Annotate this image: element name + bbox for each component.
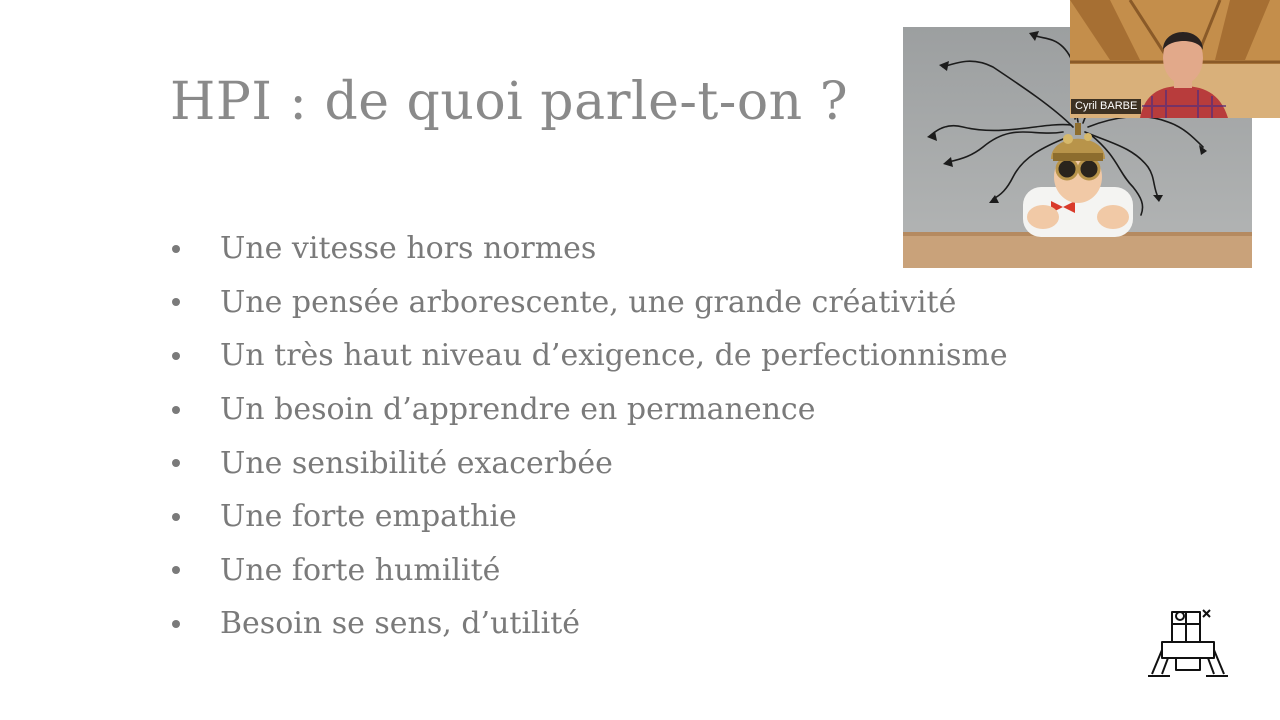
bullet-dot-icon [172, 620, 180, 628]
bullet-item [170, 597, 1008, 651]
bullet-text: Une vitesse hors normes [220, 231, 597, 267]
bullet-item [170, 276, 1008, 330]
bullet-dot-icon [172, 352, 180, 360]
participant-name-label: Cyril BARBE [1071, 99, 1141, 114]
bullet-item [170, 544, 1008, 598]
bullet-item [170, 436, 1008, 490]
bullet-list [170, 222, 1008, 651]
slide-title: HPI : de quoi parle-t-on ? [170, 72, 849, 132]
bullet-dot-icon [172, 513, 180, 521]
bullet-item [170, 383, 1008, 437]
bullet-text: Besoin se sens, d’utilité [220, 606, 581, 642]
bullet-item [170, 490, 1008, 544]
bullet-item [170, 329, 1008, 383]
bullet-dot-icon [172, 566, 180, 574]
bullet-item [170, 222, 1008, 276]
bullet-text: Un besoin d’apprendre en permanence [220, 392, 816, 428]
lunar-lander-icon [1148, 606, 1228, 680]
bullet-dot-icon [172, 245, 180, 253]
bullet-dot-icon [172, 459, 180, 467]
bullet-text: Une forte empathie [220, 499, 517, 535]
bullet-dot-icon [172, 298, 180, 306]
bullet-dot-icon [172, 406, 180, 414]
bullet-text: Un très haut niveau d’exigence, de perfectionnisme [220, 338, 1008, 374]
bullet-text: Une forte humilité [220, 552, 501, 588]
bullet-text: Une pensée arborescente, une grande créativité [220, 284, 957, 320]
bullet-text: Une sensibilité exacerbée [220, 445, 613, 481]
